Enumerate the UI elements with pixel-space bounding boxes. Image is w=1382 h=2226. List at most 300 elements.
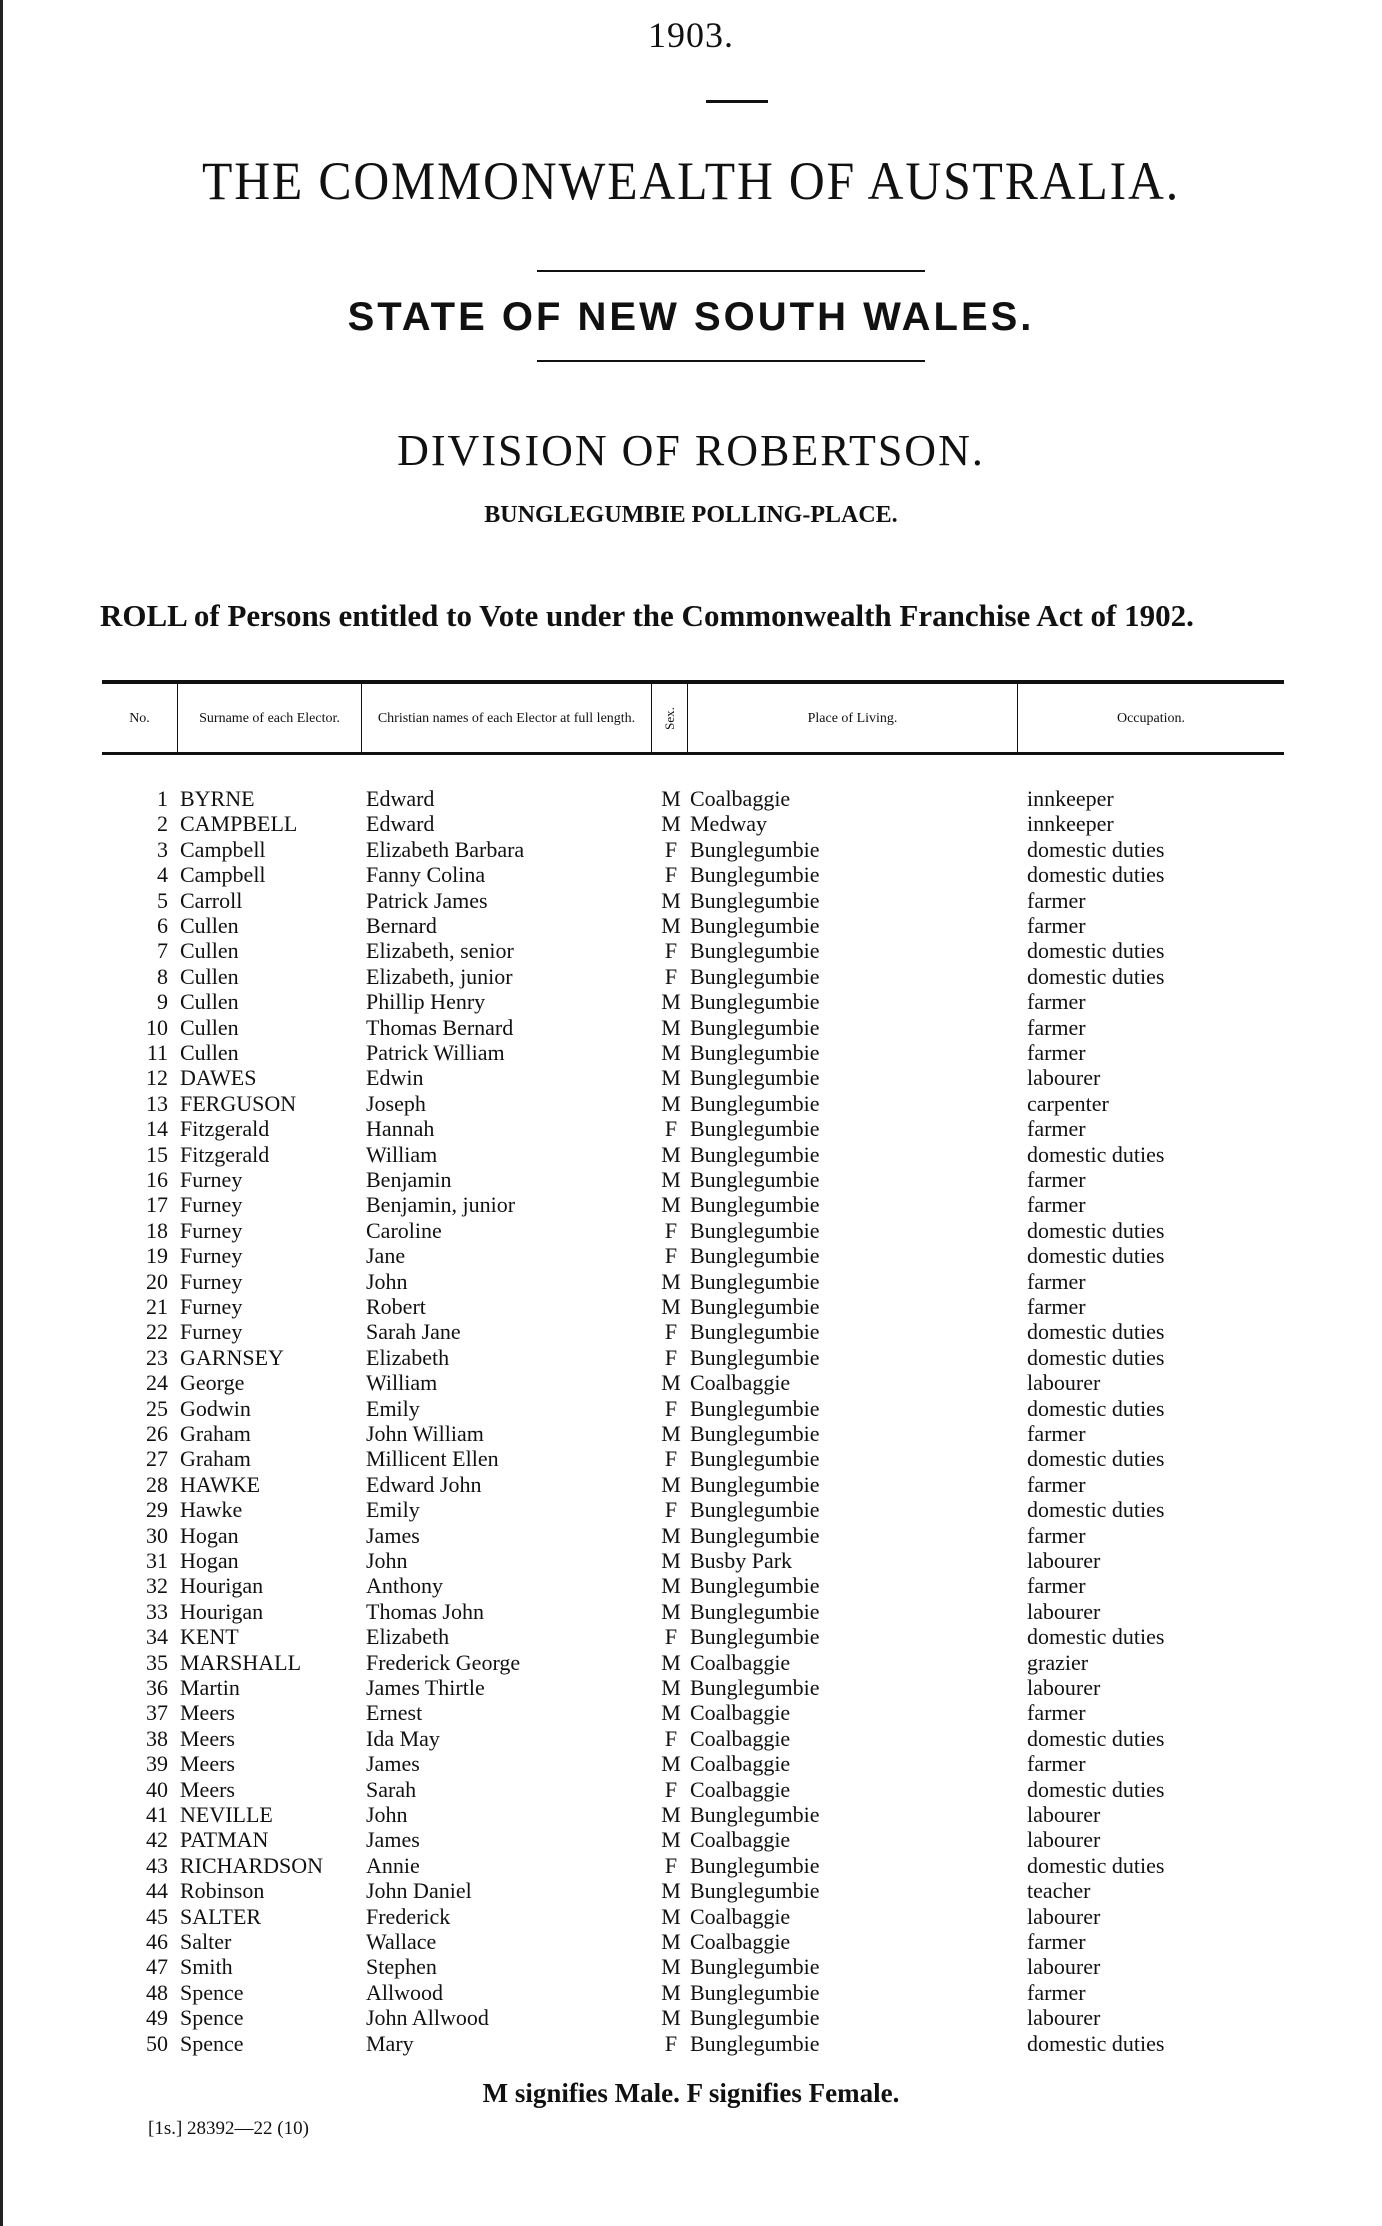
elector-number: 36 (146, 1675, 168, 1700)
elector-christian-names: John (366, 1802, 408, 1827)
elector-place: Bunglegumbie (690, 1090, 820, 1116)
elector-number: 17 (146, 1192, 168, 1218)
elector-christian-names: Hannah (366, 1116, 435, 1142)
elector-surname: NEVILLE (180, 1802, 273, 1827)
elector-place: Medway (690, 811, 767, 837)
elector-number: 49 (146, 2005, 168, 2031)
elector-christian-names: Patrick James (366, 887, 488, 913)
elector-christian-names: Frederick (366, 1903, 451, 1929)
elector-sex: F (664, 2030, 678, 2056)
elector-christian-names: Millicent Ellen (366, 1446, 499, 1472)
elector-place: Bunglegumbie (690, 913, 820, 938)
elector-number: 50 (146, 2030, 168, 2056)
elector-number: 24 (146, 1370, 168, 1396)
elector-number: 37 (146, 1700, 168, 1726)
elector-occupation: farmer (1027, 1192, 1086, 1218)
elector-occupation: farmer (1027, 989, 1086, 1015)
elector-number: 9 (157, 989, 168, 1015)
elector-christian-names: Sarah Jane (366, 1319, 461, 1345)
table-row (0, 2005, 1382, 2030)
elector-place: Busby Park (690, 1548, 793, 1573)
elector-number: 1 (157, 786, 168, 811)
table-row (0, 989, 1382, 1014)
elector-occupation: domestic duties (1027, 862, 1165, 888)
elector-occupation: labourer (1027, 1548, 1101, 1573)
elector-occupation: domestic duties (1027, 1624, 1165, 1650)
elector-sex: M (661, 1090, 681, 1116)
table-row (0, 1548, 1382, 1573)
elector-place: Bunglegumbie (690, 1802, 820, 1827)
elector-surname: Furney (180, 1217, 243, 1243)
elector-place: Bunglegumbie (690, 1446, 820, 1472)
elector-surname: Hawke (180, 1497, 243, 1523)
elector-place: Bunglegumbie (690, 1319, 820, 1345)
elector-place: Bunglegumbie (690, 1294, 820, 1319)
elector-place: Bunglegumbie (690, 1243, 820, 1269)
elector-occupation: innkeeper (1027, 811, 1114, 837)
elector-place: Bunglegumbie (690, 1268, 820, 1294)
elector-sex: M (661, 1065, 681, 1091)
elector-occupation: farmer (1027, 1700, 1086, 1726)
elector-occupation: farmer (1027, 1751, 1086, 1777)
elector-occupation: innkeeper (1027, 786, 1114, 811)
elector-sex: F (664, 1446, 678, 1472)
elector-occupation: labourer (1027, 1675, 1101, 1700)
elector-sex: M (661, 1675, 681, 1700)
elector-sex: M (661, 913, 681, 938)
elector-christian-names: Ernest (366, 1700, 423, 1726)
elector-occupation: teacher (1027, 1878, 1091, 1904)
table-row (0, 1929, 1382, 1954)
elector-christian-names: Fanny Colina (366, 862, 486, 888)
elector-sex: M (661, 1878, 681, 1904)
elector-christian-names: Patrick William (366, 1040, 505, 1065)
elector-place: Coalbaggie (690, 1700, 791, 1726)
elector-surname: FERGUSON (180, 1090, 297, 1116)
elector-surname: Salter (180, 1929, 232, 1954)
elector-number: 10 (146, 1014, 168, 1040)
elector-number: 4 (157, 862, 168, 888)
elector-occupation: farmer (1027, 1116, 1086, 1142)
elector-number: 18 (146, 1217, 168, 1243)
elector-sex: F (664, 1776, 678, 1802)
elector-surname: Cullen (180, 938, 239, 964)
elector-surname: Cullen (180, 989, 239, 1015)
table-row (0, 1319, 1382, 1344)
elector-number: 38 (146, 1725, 168, 1751)
elector-occupation: farmer (1027, 1421, 1086, 1446)
elector-place: Coalbaggie (690, 1903, 791, 1929)
elector-place: Bunglegumbie (690, 1217, 820, 1243)
elector-occupation: farmer (1027, 1014, 1086, 1040)
table-row (0, 1675, 1382, 1700)
elector-number: 30 (146, 1522, 168, 1548)
elector-occupation: farmer (1027, 1522, 1086, 1548)
elector-number: 34 (146, 1624, 168, 1650)
elector-surname: CAMPBELL (180, 811, 298, 837)
elector-number: 14 (146, 1116, 168, 1142)
elector-sex: M (661, 1167, 681, 1192)
elector-number: 16 (146, 1167, 168, 1192)
elector-occupation: domestic duties (1027, 1243, 1165, 1269)
elector-number: 33 (146, 1598, 168, 1624)
elector-christian-names: Emily (366, 1395, 420, 1421)
elector-christian-names: Caroline (366, 1217, 442, 1243)
elector-occupation: labourer (1027, 1954, 1101, 1980)
table-row (0, 1040, 1382, 1065)
elector-christian-names: Thomas John (366, 1598, 484, 1624)
elector-occupation: domestic duties (1027, 1344, 1165, 1370)
elector-surname: HAWKE (180, 1471, 261, 1497)
elector-christian-names: John (366, 1548, 408, 1573)
table-row (0, 1446, 1382, 1471)
elector-number: 22 (146, 1319, 168, 1345)
table-row (0, 1802, 1382, 1827)
elector-surname: Godwin (180, 1395, 251, 1421)
table-row (0, 1192, 1382, 1217)
elector-sex: M (661, 1802, 681, 1827)
elector-christian-names: Elizabeth, senior (366, 938, 514, 964)
elector-occupation: labourer (1027, 1903, 1101, 1929)
elector-surname: Furney (180, 1243, 243, 1269)
elector-christian-names: John William (366, 1421, 484, 1446)
table-row (0, 1345, 1382, 1370)
elector-place: Bunglegumbie (690, 938, 820, 964)
elector-surname: Robinson (180, 1878, 265, 1904)
elector-sex: M (661, 1573, 681, 1599)
elector-sex: M (661, 1598, 681, 1624)
polling-place-heading: BUNGLEGUMBIE POLLING-PLACE. (484, 502, 898, 528)
elector-number: 2 (157, 811, 168, 837)
table-row (0, 1853, 1382, 1878)
elector-christian-names: Edward (366, 786, 435, 811)
elector-sex: M (661, 786, 681, 811)
table-row (0, 1650, 1382, 1675)
elector-christian-names: Benjamin, junior (366, 1192, 516, 1218)
elector-sex: F (664, 1344, 678, 1370)
table-row (0, 964, 1382, 989)
elector-sex: M (661, 2005, 681, 2031)
elector-number: 3 (157, 836, 168, 862)
elector-sex: M (661, 1522, 681, 1548)
elector-christian-names: Bernard (366, 913, 437, 938)
roll-heading: ROLL of Persons entitled to Vote under the Commonwealth Franchise Act of 1902. (100, 598, 1194, 633)
elector-place: Bunglegumbie (690, 1522, 820, 1548)
elector-sex: M (661, 1192, 681, 1218)
elector-sex: M (661, 1751, 681, 1777)
table-row (0, 1904, 1382, 1929)
elector-christian-names: Annie (366, 1852, 420, 1878)
elector-sex: M (661, 1014, 681, 1040)
elector-occupation: domestic duties (1027, 1725, 1165, 1751)
elector-christian-names: Edward John (366, 1471, 482, 1497)
elector-place: Bunglegumbie (690, 1116, 820, 1142)
elector-place: Bunglegumbie (690, 1421, 820, 1446)
table-row (0, 888, 1382, 913)
elector-sex: M (661, 811, 681, 837)
elector-christian-names: Frederick George (366, 1649, 521, 1675)
elector-number: 6 (157, 913, 168, 938)
elector-number: 27 (146, 1446, 168, 1472)
elector-place: Coalbaggie (690, 1751, 791, 1777)
table-row (0, 1624, 1382, 1649)
elector-surname: Cullen (180, 1040, 239, 1065)
elector-occupation: grazier (1027, 1649, 1089, 1675)
elector-number: 45 (146, 1903, 168, 1929)
elector-number: 15 (146, 1141, 168, 1167)
elector-sex: M (661, 1141, 681, 1167)
elector-number: 19 (146, 1243, 168, 1269)
elector-occupation: carpenter (1027, 1090, 1109, 1116)
column-header-occupation: Occupation. (1116, 710, 1186, 726)
elector-occupation: domestic duties (1027, 1217, 1165, 1243)
elector-occupation: farmer (1027, 1573, 1086, 1599)
elector-place: Bunglegumbie (690, 1065, 820, 1091)
elector-christian-names: Edwin (366, 1065, 424, 1091)
elector-surname: PATMAN (180, 1827, 269, 1853)
elector-surname: Smith (180, 1954, 233, 1980)
table-row (0, 1091, 1382, 1116)
table-row (0, 1065, 1382, 1090)
elector-number: 46 (146, 1929, 168, 1954)
table-row (0, 1980, 1382, 2005)
elector-number: 35 (146, 1649, 168, 1675)
elector-sex: F (664, 836, 678, 862)
elector-occupation: domestic duties (1027, 1852, 1165, 1878)
elector-number: 43 (146, 1852, 168, 1878)
elector-sex: F (664, 938, 678, 964)
elector-surname: Hourigan (180, 1598, 264, 1624)
elector-place: Bunglegumbie (690, 1573, 820, 1599)
elector-place: Bunglegumbie (690, 1395, 820, 1421)
column-header-no: No. (102, 684, 178, 752)
elector-number: 28 (146, 1471, 168, 1497)
elector-place: Coalbaggie (690, 1649, 791, 1675)
elector-place: Bunglegumbie (690, 1014, 820, 1040)
elector-number: 39 (146, 1751, 168, 1777)
elector-occupation: farmer (1027, 887, 1086, 913)
table-row (0, 1777, 1382, 1802)
elector-occupation: domestic duties (1027, 1446, 1165, 1472)
table-row (0, 1421, 1382, 1446)
elector-occupation: domestic duties (1027, 1497, 1165, 1523)
column-header-sex (652, 684, 688, 752)
elector-number: 40 (146, 1776, 168, 1802)
elector-occupation: labourer (1027, 1370, 1101, 1396)
table-row (0, 1700, 1382, 1725)
elector-christian-names: Emily (366, 1497, 420, 1523)
elector-surname: Martin (180, 1675, 240, 1700)
divider-rule (706, 100, 768, 103)
elector-number: 42 (146, 1827, 168, 1853)
elector-surname: Meers (180, 1751, 235, 1777)
table-row (0, 1218, 1382, 1243)
elector-christian-names: Thomas Bernard (366, 1014, 514, 1040)
elector-occupation: labourer (1027, 2005, 1101, 2031)
state-heading: STATE OF NEW SOUTH WALES. (347, 295, 1035, 339)
table-row (0, 1472, 1382, 1497)
elector-surname: Cullen (180, 1014, 239, 1040)
elector-place: Coalbaggie (690, 1370, 791, 1396)
elector-christian-names: John (366, 1268, 408, 1294)
table-row (0, 1878, 1382, 1903)
elector-sex: M (661, 1294, 681, 1319)
division-heading: DIVISION OF ROBERTSON. (397, 426, 985, 475)
table-row (0, 1497, 1382, 1522)
elector-place: Bunglegumbie (690, 2030, 820, 2056)
elector-christian-names: Elizabeth, junior (366, 963, 513, 989)
elector-number: 48 (146, 1979, 168, 2005)
elector-sex: M (661, 1929, 681, 1954)
elector-place: Bunglegumbie (690, 1192, 820, 1218)
elector-sex: M (661, 1370, 681, 1396)
elector-christian-names: James Thirtle (366, 1675, 485, 1700)
elector-number: 13 (146, 1090, 168, 1116)
print-code: [1s.] 28392—22 (10) (148, 2118, 309, 2139)
elector-christian-names: Edward (366, 811, 435, 837)
elector-christian-names: James (366, 1751, 420, 1777)
table-row (0, 1573, 1382, 1598)
elector-sex: M (661, 1903, 681, 1929)
elector-place: Coalbaggie (690, 1827, 791, 1853)
elector-sex: M (661, 989, 681, 1015)
elector-sex: M (661, 887, 681, 913)
elector-place: Bunglegumbie (690, 1141, 820, 1167)
elector-sex: M (661, 1268, 681, 1294)
elector-sex: F (664, 963, 678, 989)
elector-number: 31 (146, 1548, 168, 1573)
elector-surname: GARNSEY (180, 1344, 284, 1370)
elector-sex: M (661, 1979, 681, 2005)
table-header (102, 680, 1284, 755)
elector-place: Bunglegumbie (690, 1167, 820, 1192)
elector-christian-names: Stephen (366, 1954, 437, 1980)
elector-sex: M (661, 1548, 681, 1573)
elector-surname: Graham (180, 1421, 251, 1446)
table-row (0, 1954, 1382, 1979)
elector-place: Bunglegumbie (690, 1624, 820, 1650)
elector-surname: Furney (180, 1319, 243, 1345)
elector-sex: F (664, 1319, 678, 1345)
elector-christian-names: Elizabeth Barbara (366, 836, 525, 862)
elector-surname: Fitzgerald (180, 1116, 270, 1142)
elector-occupation: domestic duties (1027, 963, 1165, 989)
table-row (0, 1726, 1382, 1751)
table-row (0, 1015, 1382, 1040)
elector-sex: F (664, 1497, 678, 1523)
elector-occupation: farmer (1027, 1929, 1086, 1954)
elector-surname: Hogan (180, 1548, 239, 1573)
table-row (0, 1243, 1382, 1268)
elector-surname: Meers (180, 1776, 235, 1802)
table-row (0, 1294, 1382, 1319)
elector-surname: BYRNE (180, 786, 255, 811)
table-row (0, 2031, 1382, 2056)
elector-surname: Hourigan (180, 1573, 264, 1599)
elector-christian-names: Robert (366, 1294, 426, 1319)
elector-place: Coalbaggie (690, 1725, 791, 1751)
elector-occupation: labourer (1027, 1802, 1101, 1827)
elector-surname: Carroll (180, 887, 243, 913)
table-row (0, 1751, 1382, 1776)
elector-christian-names: Anthony (366, 1573, 443, 1599)
elector-sex: M (661, 1471, 681, 1497)
table-row (0, 1599, 1382, 1624)
elector-surname: Hogan (180, 1522, 239, 1548)
elector-sex: F (664, 1852, 678, 1878)
table-row (0, 1116, 1382, 1141)
elector-occupation: domestic duties (1027, 1776, 1165, 1802)
elector-sex: M (661, 1954, 681, 1980)
elector-occupation: labourer (1027, 1827, 1101, 1853)
elector-sex: F (664, 1395, 678, 1421)
elector-place: Bunglegumbie (690, 1598, 820, 1624)
elector-surname: MARSHALL (180, 1649, 302, 1675)
elector-christian-names: Elizabeth (366, 1624, 450, 1650)
elector-surname: RICHARDSON (180, 1852, 324, 1878)
table-row (0, 786, 1382, 811)
table-row (0, 1167, 1382, 1192)
elector-sex: M (661, 1040, 681, 1065)
elector-number: 11 (146, 1040, 168, 1065)
elector-place: Bunglegumbie (690, 836, 820, 862)
elector-number: 47 (146, 1954, 168, 1980)
elector-place: Bunglegumbie (690, 1852, 820, 1878)
elector-surname: Cullen (180, 963, 239, 989)
elector-christian-names: Phillip Henry (366, 989, 486, 1015)
elector-surname: Spence (180, 2030, 244, 2056)
elector-christian-names: Ida May (366, 1725, 440, 1751)
elector-occupation: domestic duties (1027, 938, 1165, 964)
elector-occupation: farmer (1027, 1268, 1086, 1294)
elector-number: 7 (157, 938, 168, 964)
elector-number: 25 (146, 1395, 168, 1421)
elector-christian-names: Wallace (366, 1929, 437, 1954)
elector-sex: F (664, 1243, 678, 1269)
table-row (0, 938, 1382, 963)
elector-place: Bunglegumbie (690, 1471, 820, 1497)
table-row (0, 913, 1382, 938)
elector-sex: F (664, 862, 678, 888)
elector-surname: Furney (180, 1167, 243, 1192)
elector-christian-names: John Allwood (366, 2005, 489, 2031)
elector-christian-names: John Daniel (366, 1878, 472, 1904)
table-row (0, 837, 1382, 862)
table-row (0, 811, 1382, 836)
elector-sex: F (664, 1624, 678, 1650)
elector-number: 41 (146, 1802, 168, 1827)
elector-number: 5 (157, 887, 168, 913)
table-row (0, 1523, 1382, 1548)
table-row (0, 1269, 1382, 1294)
divider-rule (537, 360, 925, 362)
elector-place: Coalbaggie (690, 1929, 791, 1954)
elector-place: Coalbaggie (690, 1776, 791, 1802)
elector-number: 12 (146, 1065, 168, 1091)
elector-place: Bunglegumbie (690, 989, 820, 1015)
elector-surname: Graham (180, 1446, 251, 1472)
elector-occupation: farmer (1027, 1294, 1086, 1319)
table-row (0, 1370, 1382, 1395)
elector-number: 8 (157, 963, 168, 989)
elector-occupation: labourer (1027, 1598, 1101, 1624)
table-row (0, 862, 1382, 887)
elector-christian-names: Sarah (366, 1776, 417, 1802)
elector-surname: SALTER (180, 1903, 262, 1929)
elector-christian-names: Allwood (366, 1979, 443, 2005)
elector-surname: Furney (180, 1192, 243, 1218)
elector-sex: M (661, 1827, 681, 1853)
